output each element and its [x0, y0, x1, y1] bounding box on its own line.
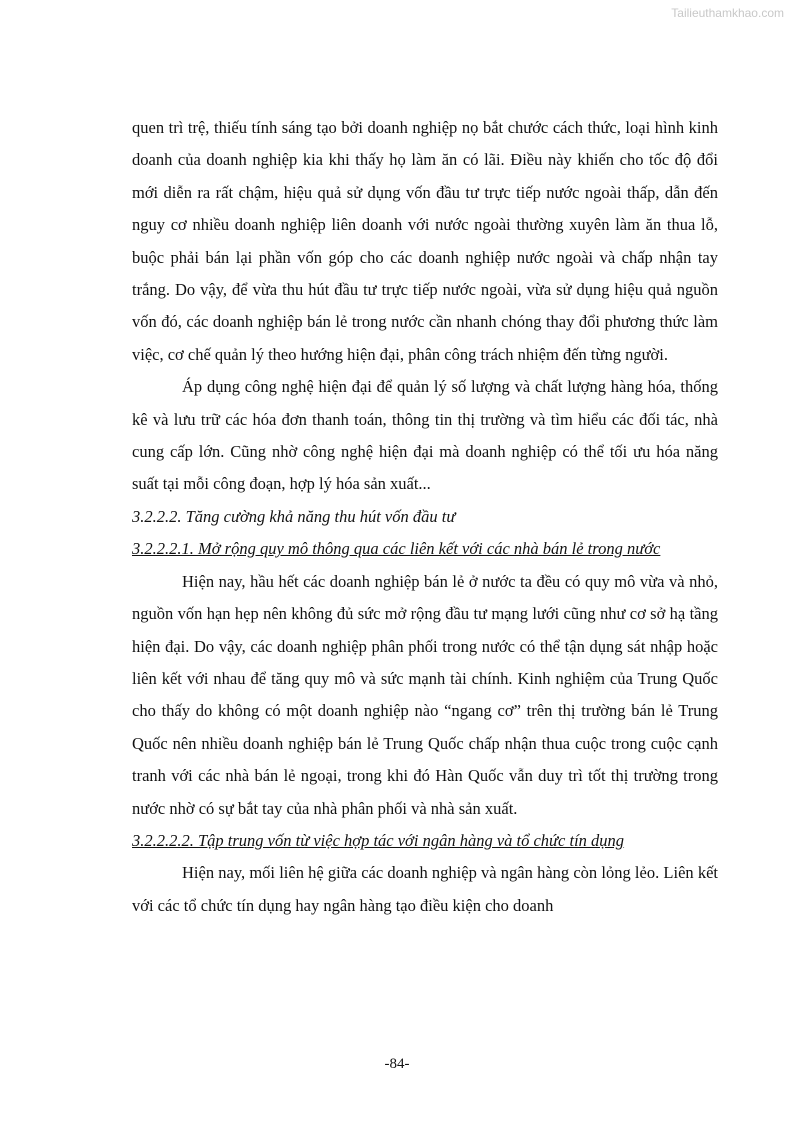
paragraph-3: Hiện nay, hầu hết các doanh nghiệp bán lẻ ở nước ta đều có quy mô vừa và nhỏ, nguồn vốn hạn hẹp nên không đủ sức mở rộng đầu tư mạng lưới cũng như cơ sở hạ tầng hiện đại. Do vậy, các doanh nghiệp phân phối trong nước có thể tận dụng sát nhập hoặc liên kết với nhau để tăng quy mô và sức mạnh tài chính. Kinh nghiệm của Trung Quốc cho thấy do không có một doanh nghiệp nào “ngang cơ” trên thị trường bán lẻ Trung Quốc nên nhiều doanh nghiệp bán lẻ Trung Quốc chấp nhận thua cuộc trong cuộc cạnh tranh với các nhà bán lẻ ngoại, trong khi đó Hàn Quốc vẫn duy trì tốt thị trường trong nước nhờ có sự bắt tay của nhà phân phối và nhà sản xuất.: [132, 571, 718, 818]
paragraph-1: quen trì trệ, thiếu tính sáng tạo bởi doanh nghiệp nọ bắt chước cách thức, loại hình kinh doanh của doanh nghiệp kia khi thấy họ làm ăn có lãi. Điều này khiến cho tốc độ đổi mới diễn ra rất chậm, hiệu quả sử dụng vốn đầu tư trực tiếp nước ngoài thấp, dẫn đến nguy cơ nhiều doanh nghiệp liên doanh với nước ngoài thường xuyên làm ăn thua lỗ, buộc phải bán lại phần vốn góp cho các doanh nghiệp nước ngoài và chấp nhận tay trắng. Do vậy, để vừa thu hút đầu tư trực tiếp nước ngoài, vừa sử dụng hiệu quả nguồn vốn đó, các doanh nghiệp bán lẻ trong nước cần nhanh chóng thay đổi phương thức làm việc, cơ chế quản lý theo hướng hiện đại, phân công trách nhiệm đến từng người.: [132, 118, 718, 364]
paragraph-4: Hiện nay, mối liên hệ giữa các doanh nghiệp và ngân hàng còn lỏng lẻo. Liên kết với các tổ chức tín dụng hay ngân hàng tạo điều kiện cho doanh: [132, 863, 718, 915]
section-heading-3-2-2-2-1: 3.2.2.2.1. Mở rộng quy mô thông qua các liên kết với các nhà bán lẻ trong nước: [132, 539, 661, 559]
section-heading-3-2-2-2: 3.2.2.2. Tăng cường khả năng thu hút vốn đầu tư: [132, 506, 456, 526]
paragraph-2: Áp dụng công nghệ hiện đại để quản lý số lượng và chất lượng hàng hóa, thống kê và lưu trữ các hóa đơn thanh toán, thông tin thị trường và tìm hiểu các đối tác, nhà cung cấp lớn. Cũng nhờ công nghệ hiện đại mà doanh nghiệp có thể tối ưu hóa năng suất tại mỗi công đoạn, hợp lý hóa sản xuất...: [132, 377, 718, 494]
page-number: -84-: [384, 1056, 410, 1072]
document-body: [132, 112, 718, 922]
watermark: Tailieuthamkhao.com: [671, 6, 784, 20]
section-heading-3-2-2-2-2: 3.2.2.2.2. Tập trung vốn từ việc hợp tác với ngân hàng và tổ chức tín dụng: [132, 830, 625, 850]
